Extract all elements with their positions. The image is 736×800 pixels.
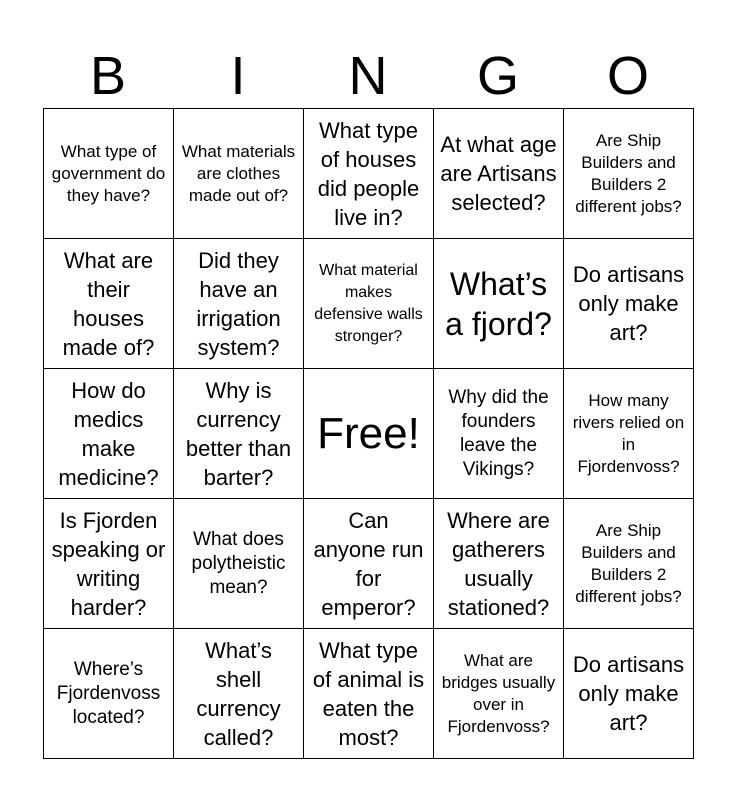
bingo-cell[interactable] bbox=[434, 499, 564, 629]
bingo-cell[interactable] bbox=[304, 109, 434, 239]
bingo-cell[interactable] bbox=[174, 109, 304, 239]
bingo-cell[interactable] bbox=[564, 369, 694, 499]
bingo-cell[interactable] bbox=[564, 239, 694, 369]
cell-text: Do artisans only make art? bbox=[572, 262, 685, 345]
bingo-cell[interactable] bbox=[434, 109, 564, 239]
bingo-cell[interactable] bbox=[174, 629, 304, 759]
header-letter-n: N bbox=[348, 46, 388, 106]
cell-text: Why did the founders leave the Vikings? bbox=[448, 386, 549, 480]
cell-text: Are Ship Builders and Builders 2 different jobs? bbox=[575, 520, 682, 606]
cell-text: What type of houses did people live in? bbox=[317, 117, 420, 230]
cell-text: Is Fjorden speaking or writing harder? bbox=[51, 507, 166, 620]
bingo-cell[interactable] bbox=[44, 629, 174, 759]
bingo-cell[interactable] bbox=[44, 109, 174, 239]
bingo-cell[interactable] bbox=[434, 629, 564, 759]
cell-text: Why is currency better than barter? bbox=[185, 377, 292, 490]
cell-text: How do medics make medicine? bbox=[58, 377, 159, 490]
header-letter-b: B bbox=[89, 46, 127, 106]
header-letter-i: I bbox=[230, 46, 246, 106]
cell-text: How many rivers relied on in Fjordenvoss? bbox=[572, 390, 685, 476]
header-letter-o: O bbox=[606, 46, 649, 106]
cell-text: Can anyone run for emperor? bbox=[313, 507, 424, 620]
bingo-cell[interactable] bbox=[44, 369, 174, 499]
bingo-cell[interactable] bbox=[564, 109, 694, 239]
cell-text: What type of government do they have? bbox=[51, 141, 166, 205]
bingo-cell[interactable] bbox=[564, 629, 694, 759]
cell-text: What’s shell currency called? bbox=[196, 637, 281, 750]
cell-text: What materials are clothes made out of? bbox=[181, 141, 296, 205]
cell-text: What’s a fjord? bbox=[445, 265, 552, 342]
cell-text: What material makes defensive walls stronger? bbox=[314, 261, 423, 345]
bingo-cell[interactable] bbox=[564, 499, 694, 629]
cell-text: Where are gatherers usually stationed? bbox=[447, 507, 550, 620]
cell-text: What does polytheistic mean? bbox=[191, 528, 286, 598]
bingo-board bbox=[43, 108, 694, 759]
cell-text: At what age are Artisans selected? bbox=[440, 132, 557, 215]
bingo-cell[interactable] bbox=[174, 239, 304, 369]
cell-text: Where’s Fjordenvoss located? bbox=[56, 658, 161, 728]
cell-text: Do artisans only make art? bbox=[572, 652, 685, 735]
cell-text: What are bridges usually over in Fjordenvoss? bbox=[441, 650, 556, 736]
cell-text: Did they have an irrigation system? bbox=[196, 247, 281, 360]
free-space-cell[interactable] bbox=[304, 369, 434, 499]
bingo-cell[interactable] bbox=[434, 369, 564, 499]
bingo-cell[interactable] bbox=[304, 629, 434, 759]
bingo-cell[interactable] bbox=[174, 499, 304, 629]
free-space-label: Free! bbox=[317, 408, 420, 458]
cell-text: What type of animal is eaten the most? bbox=[312, 637, 425, 750]
bingo-cell[interactable] bbox=[304, 239, 434, 369]
bingo-cell[interactable] bbox=[174, 369, 304, 499]
bingo-cell[interactable] bbox=[44, 499, 174, 629]
bingo-cell[interactable] bbox=[434, 239, 564, 369]
bingo-cell[interactable] bbox=[304, 499, 434, 629]
bingo-cell[interactable] bbox=[44, 239, 174, 369]
header-letter-g: G bbox=[476, 46, 519, 106]
cell-text: What are their houses made of? bbox=[62, 247, 155, 360]
bingo-header bbox=[43, 46, 693, 106]
cell-text: Are Ship Builders and Builders 2 different jobs? bbox=[575, 130, 682, 216]
